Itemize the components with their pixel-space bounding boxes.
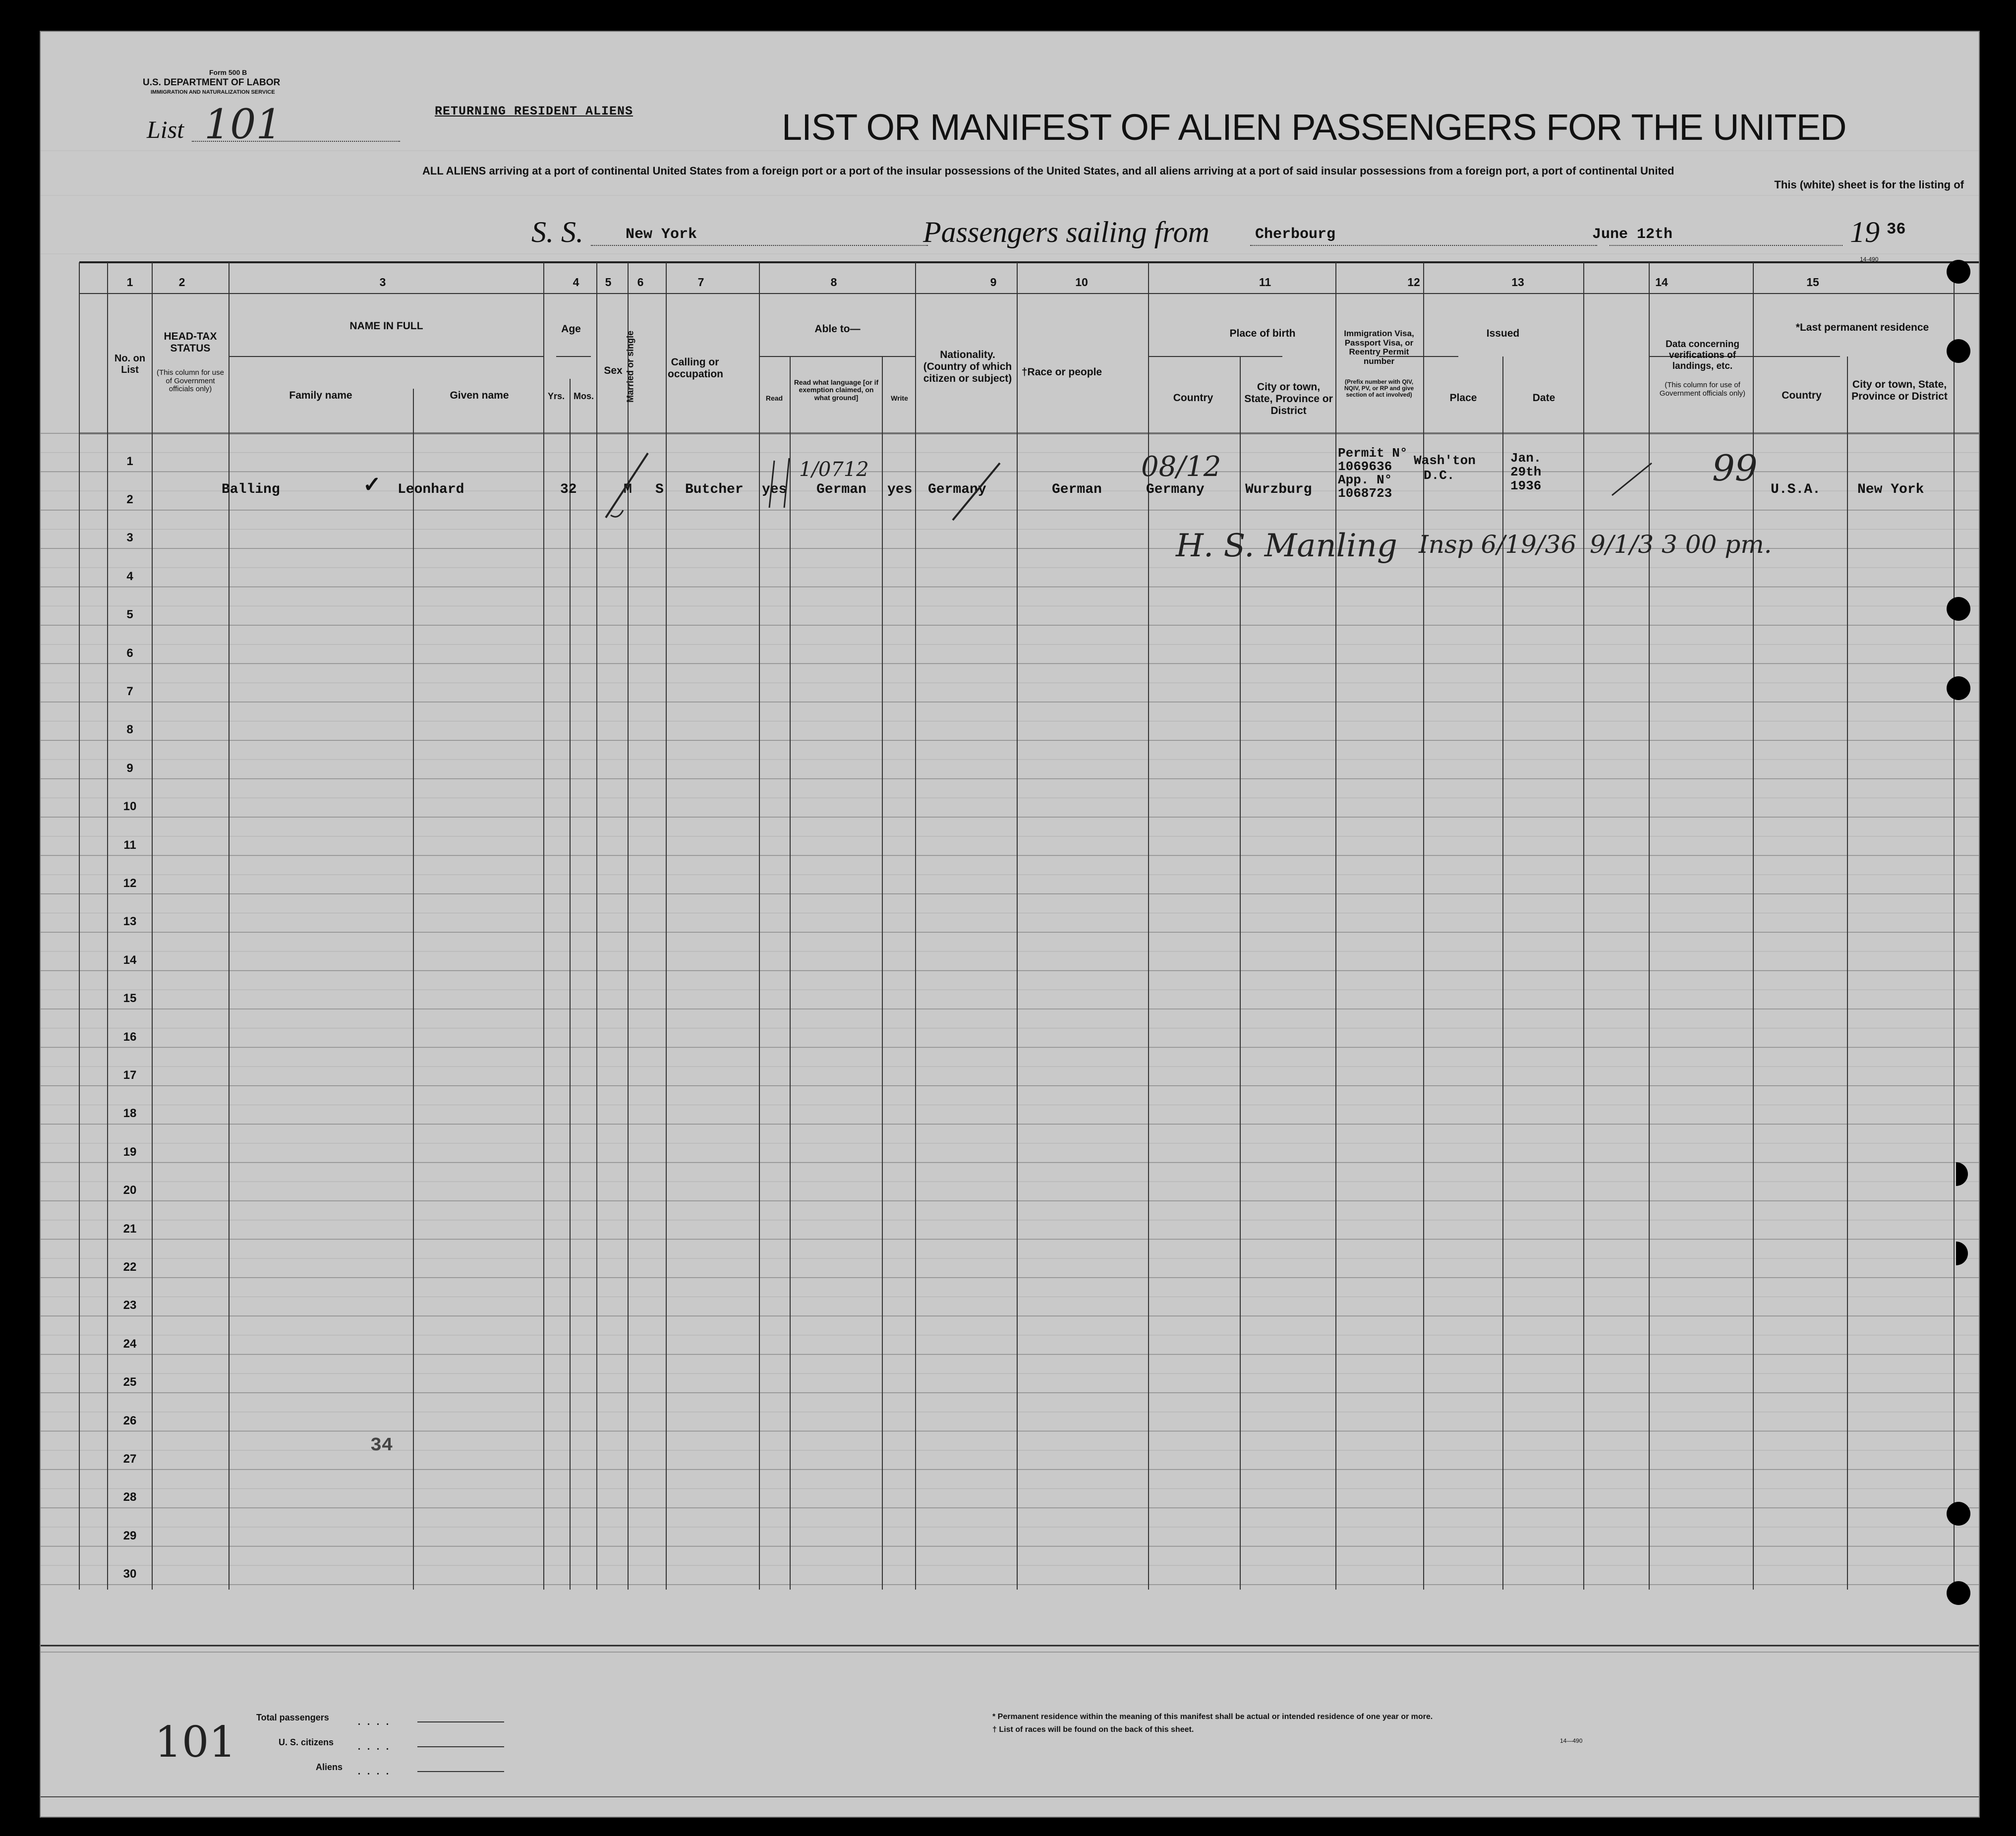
hdr-able-to: Able to— xyxy=(814,323,861,335)
service-label: IMMIGRATION AND NATURALIZATION SERVICE xyxy=(151,89,275,95)
hdr-res-country: Country xyxy=(1782,390,1822,401)
hdr-issued-place: Place xyxy=(1449,392,1477,404)
occupation-value: Butcher xyxy=(685,482,744,497)
col-num-14: 14 xyxy=(1655,276,1668,289)
row-number: 30 xyxy=(123,1567,137,1581)
issued-date-line-3: 1936 xyxy=(1510,478,1542,493)
language-value: German xyxy=(816,482,866,497)
nationality-value: Germany xyxy=(928,482,986,497)
col-num-4: 4 xyxy=(573,276,579,289)
row-number: 4 xyxy=(126,569,133,583)
hdr-visa-note: (Prefix number with QIV, NQIV, PV, or RP and give section of act involved) xyxy=(1344,378,1414,399)
col-num-13: 13 xyxy=(1511,276,1524,289)
row-number: 14 xyxy=(123,953,137,967)
manifest-title: LIST OR MANIFEST OF ALIEN PASSENGERS FOR THE UNITED xyxy=(782,107,1846,148)
list-label: List xyxy=(147,116,184,143)
hdr-mos: Mos. xyxy=(573,391,594,401)
total-passengers-leader: .... xyxy=(358,1717,396,1727)
row-number: 22 xyxy=(123,1260,137,1274)
col-num-7: 7 xyxy=(697,276,704,289)
row-number: 20 xyxy=(123,1184,137,1197)
row-number: 8 xyxy=(126,723,133,737)
subtitle-line-2: This (white) sheet is for the listing of xyxy=(1774,178,1964,191)
sailing-date: June 12th xyxy=(1592,226,1673,243)
row-number: 29 xyxy=(123,1529,137,1542)
married-value: S xyxy=(655,482,664,497)
row-number: 26 xyxy=(123,1414,137,1427)
row-number: 17 xyxy=(123,1068,137,1082)
form-number: Form 500 B xyxy=(209,68,247,76)
row-number: 6 xyxy=(126,646,133,660)
total-passengers-label: Total passengers xyxy=(256,1713,329,1722)
returning-resident-stamp: RETURNING RESIDENT ALIENS xyxy=(435,104,634,118)
corner-code: 14-490 xyxy=(1860,256,1879,263)
row-number: 2 xyxy=(126,492,133,506)
hdr-head-tax-note: (This column for use of Government officials only) xyxy=(157,368,224,393)
col-num-5: 5 xyxy=(605,276,612,289)
aliens-line xyxy=(417,1771,504,1772)
row-number: 7 xyxy=(126,684,133,698)
row-number: 13 xyxy=(123,915,137,929)
row-number: 25 xyxy=(123,1375,137,1389)
ss-label: S. S. xyxy=(531,216,583,248)
hdr-head-tax: HEAD-TAX STATUS xyxy=(164,331,217,355)
res-country-value: U.S.A. xyxy=(1771,482,1821,497)
hdr-yrs: Yrs. xyxy=(547,391,565,401)
hdr-issued-date: Date xyxy=(1532,392,1555,404)
manifest-sheet xyxy=(40,31,1980,1818)
hdr-last-residence: *Last permanent residence xyxy=(1795,322,1929,333)
footer-code: 14—490 xyxy=(1560,1737,1583,1744)
hdr-sex: Sex xyxy=(604,365,623,376)
row-number: 3 xyxy=(126,531,133,545)
port-name: Cherbourg xyxy=(1255,226,1336,243)
punch-hole xyxy=(1947,1581,1970,1605)
hdr-calling: Calling or occupation xyxy=(668,356,724,380)
read-value: yes xyxy=(762,482,787,497)
subtitle-line-1: ALL ALIENS arriving at a port of continental United States from a foreign port or a port of the insular possessions of the United States, and all aliens arriving at a port of said insular possessions from a foreign port, a port of continental United xyxy=(422,165,1674,177)
ship-name: New York xyxy=(626,226,697,243)
permit-line-2: 1069636 xyxy=(1338,459,1392,474)
stamp-number: 34 xyxy=(370,1435,393,1456)
col-num-6: 6 xyxy=(637,276,644,289)
aliens-leader: .... xyxy=(358,1766,396,1777)
family-name-value: Balling xyxy=(222,482,280,497)
issued-date-line-2: 29th xyxy=(1510,465,1542,479)
birth-code: 08/12 xyxy=(1141,451,1221,483)
row-number: 19 xyxy=(123,1145,137,1159)
row-number: 24 xyxy=(123,1337,137,1351)
col-num-15: 15 xyxy=(1806,276,1819,289)
hdr-verifications: Data concerning verifications of landings, etc. xyxy=(1666,339,1739,371)
permit-line-1: Permit N° xyxy=(1338,446,1408,461)
punch-hole xyxy=(1947,339,1970,363)
row-number: 9 xyxy=(126,761,133,775)
row-number: 11 xyxy=(123,838,136,852)
issued-place-line-1: Wash'ton xyxy=(1414,453,1476,468)
permit-line-4: 1068723 xyxy=(1338,486,1392,501)
hdr-read: Read xyxy=(765,394,783,402)
hdr-age: Age xyxy=(561,323,581,335)
hdr-married: Married or single xyxy=(625,330,635,403)
col-num-1: 1 xyxy=(126,276,133,289)
punch-hole xyxy=(1947,1502,1970,1526)
hdr-res-city: City or town, State, Province or District xyxy=(1851,379,1948,403)
us-citizens-label: U. S. citizens xyxy=(279,1737,334,1747)
punch-hole xyxy=(1947,676,1970,700)
row-number: 1 xyxy=(126,454,133,468)
sailing-label: Passengers sailing from xyxy=(923,216,1210,248)
age-value: 32 xyxy=(560,482,577,497)
hdr-nationality: Nationality. (Country of which citizen or subject) xyxy=(923,349,1012,385)
family-checkmark: ✓ xyxy=(363,473,381,497)
hdr-given-name: Given name xyxy=(450,390,509,401)
row-number: 5 xyxy=(126,608,133,622)
us-citizens-leader: .... xyxy=(358,1741,396,1752)
inspection-date: Insp 6/19/36 xyxy=(1419,530,1577,559)
col-num-10: 10 xyxy=(1075,276,1088,289)
department-label: U.S. DEPARTMENT OF LABOR xyxy=(143,77,281,88)
handwritten-strokes xyxy=(41,32,1979,1817)
row-number: 15 xyxy=(123,992,137,1006)
residence-code: 99 xyxy=(1712,447,1758,489)
row-number: 12 xyxy=(123,876,137,890)
hdr-visa: Immigration Visa, Passport Visa, or Reentry Permit number xyxy=(1344,329,1414,366)
hdr-issued: Issued xyxy=(1486,328,1520,339)
us-citizens-line xyxy=(417,1746,504,1747)
hdr-race: †Race or people xyxy=(1021,366,1102,378)
hdr-read-language: Read what language [or if exemption claimed, on what ground] xyxy=(794,378,879,402)
hdr-birth-country: Country xyxy=(1173,392,1213,404)
sex-value: M xyxy=(624,482,632,497)
row-number: 16 xyxy=(123,1030,137,1044)
read-language-code: 1/0712 xyxy=(799,458,869,481)
col-num-2: 2 xyxy=(178,276,185,289)
col-num-9: 9 xyxy=(990,276,997,289)
row-number: 27 xyxy=(123,1452,137,1466)
write-value: yes xyxy=(887,482,913,497)
list-number: 101 xyxy=(204,101,282,148)
punch-hole xyxy=(1947,597,1970,621)
total-passengers-line xyxy=(417,1721,504,1722)
row-number: 23 xyxy=(123,1299,137,1312)
col-num-12: 12 xyxy=(1407,276,1420,289)
time-note: 9/1/3 3 00 pm. xyxy=(1590,530,1772,559)
res-city-value: New York xyxy=(1857,482,1924,497)
col-num-8: 8 xyxy=(830,276,837,289)
hdr-place-of-birth: Place of birth xyxy=(1229,328,1296,339)
col-num-11: 11 xyxy=(1259,276,1271,289)
year-prefix: 19 xyxy=(1850,216,1880,248)
row-number: 10 xyxy=(123,800,137,814)
punch-hole xyxy=(1947,260,1970,284)
inspector-signature: H. S. Manling xyxy=(1176,528,1397,564)
side-number: 101 xyxy=(155,1718,236,1767)
permit-line-3: App. N° xyxy=(1338,473,1392,487)
row-number: 21 xyxy=(123,1222,137,1236)
hdr-verifications-note: (This column for use of Government officials only) xyxy=(1659,381,1746,398)
hdr-write: Write xyxy=(891,394,908,402)
given-name-value: Leonhard xyxy=(398,482,464,497)
footnote-residence: * Permanent residence within the meaning of this manifest shall be actual or intended residence of one year or more. xyxy=(992,1713,1433,1721)
issued-date-line-1: Jan. xyxy=(1510,451,1542,466)
issued-place-line-2: D.C. xyxy=(1424,468,1455,483)
birth-country-value: Germany xyxy=(1146,482,1205,497)
aliens-label: Aliens xyxy=(316,1762,343,1772)
hdr-name-in-full: NAME IN FULL xyxy=(349,320,423,332)
race-value: German xyxy=(1052,482,1102,497)
row-number: 28 xyxy=(123,1490,137,1504)
hdr-family-name: Family name xyxy=(289,390,352,401)
footnote-races: † List of races will be found on the back of this sheet. xyxy=(992,1725,1194,1734)
row-number: 18 xyxy=(123,1107,137,1121)
birth-city-value: Wurzburg xyxy=(1245,482,1312,497)
year-suffix: 36 xyxy=(1887,220,1906,238)
col-num-3: 3 xyxy=(379,276,386,289)
hdr-birth-city: City or town, State, Province or District xyxy=(1244,381,1333,417)
hdr-no-on-list: No. on List xyxy=(114,353,146,375)
